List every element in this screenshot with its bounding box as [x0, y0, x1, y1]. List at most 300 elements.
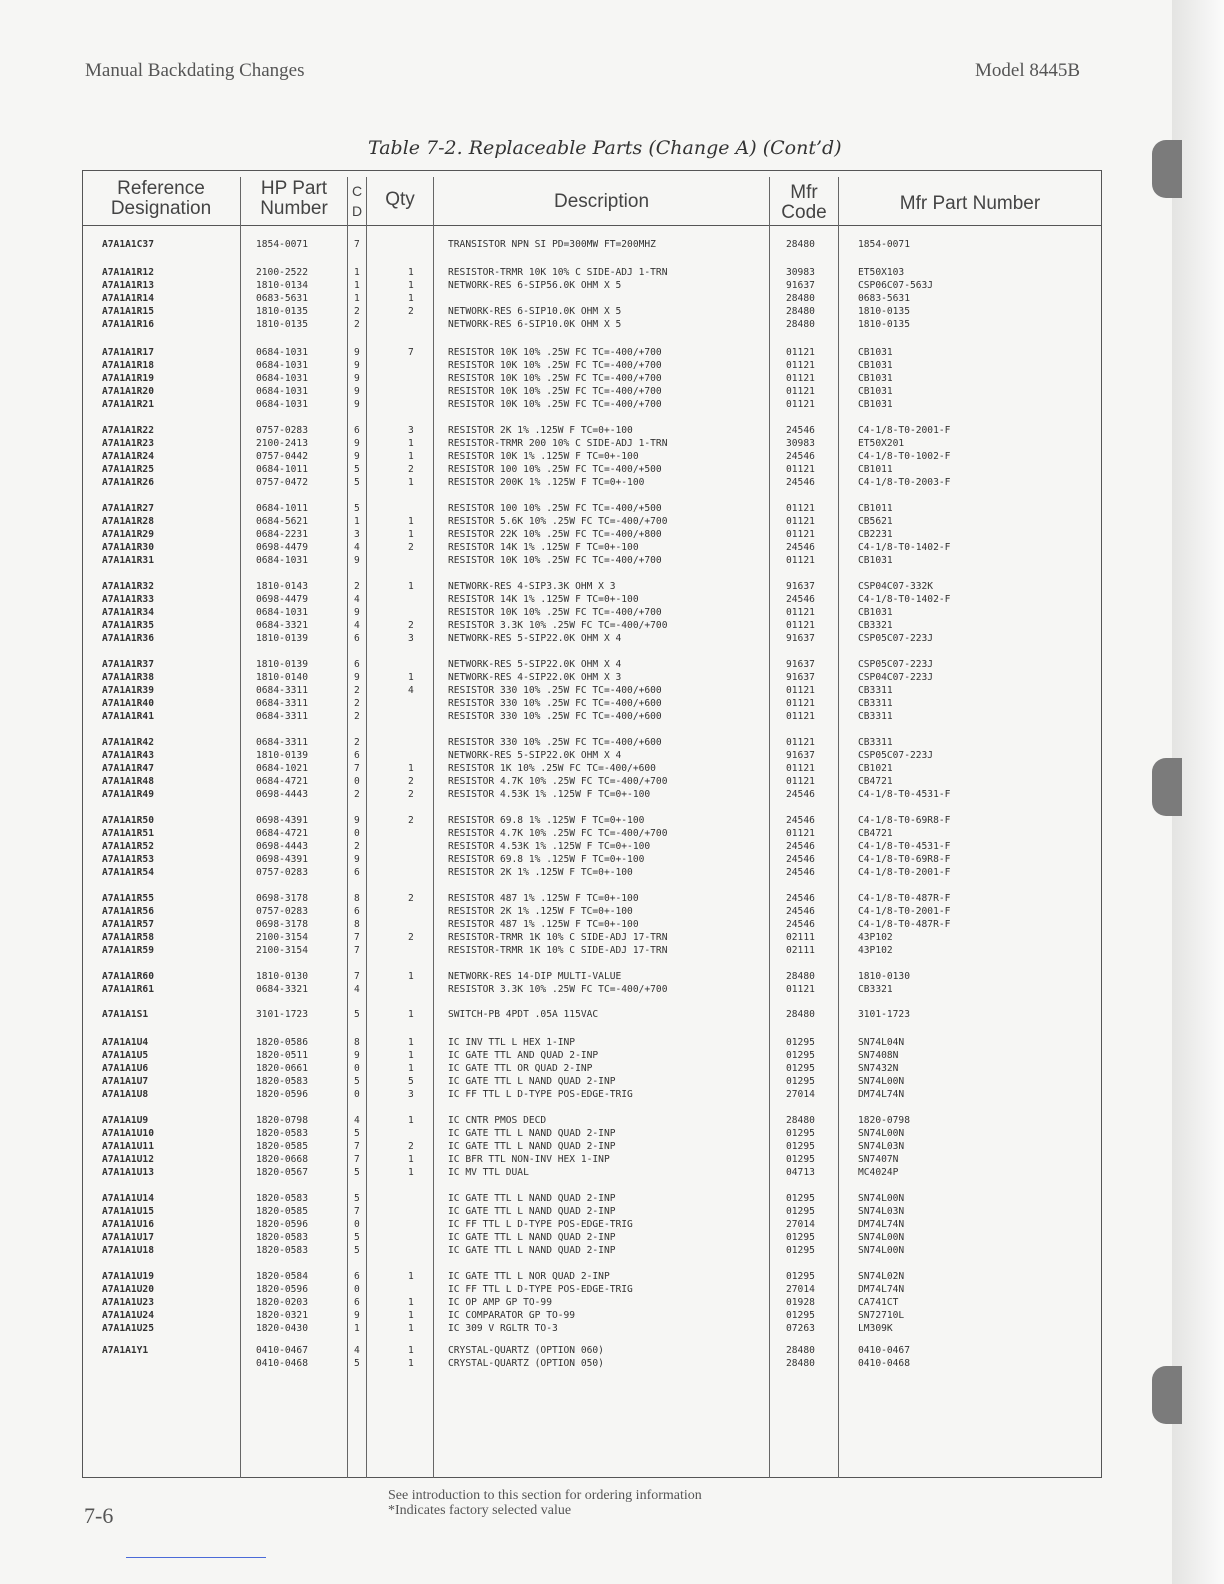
hp-part-number: 0684-1031 [256, 360, 308, 371]
ref-designation: A7A1A1U7 [102, 1076, 149, 1087]
mfr-code: 27014 [786, 1219, 815, 1230]
description: RESISTOR 3.3K 10% .25W FC TC=-400/+700 [448, 620, 668, 631]
cd-digit: 5 [354, 1358, 360, 1369]
mfr-part-number: CB1031 [858, 607, 893, 618]
table-row [0, 1309, 1100, 1322]
table-row [0, 305, 1100, 318]
mfr-code: 24546 [786, 815, 815, 826]
hp-part-number: 0410-0468 [256, 1358, 308, 1369]
description: RESISTOR 4.7K 10% .25W FC TC=-400/+700 [448, 776, 668, 787]
description: RESISTOR 4.53K 1% .125W F TC=0+-100 [448, 841, 651, 852]
table-row [0, 1296, 1100, 1309]
col-header-reference [86, 179, 236, 219]
hp-part-number: 0757-0442 [256, 451, 308, 462]
hp-part-number: 1820-0583 [256, 1232, 308, 1243]
mfr-code: 02111 [786, 932, 815, 943]
table-row [0, 279, 1100, 292]
ref-designation: A7A1A1Y1 [102, 1345, 149, 1356]
mfr-code: 01121 [786, 607, 815, 618]
ref-designation: A7A1A1U9 [102, 1115, 149, 1126]
description: IC FF TTL L D-TYPE POS-EDGE-TRIG [448, 1284, 633, 1295]
hp-part-number: 1820-0585 [256, 1206, 308, 1217]
cd-digit: 9 [354, 1310, 360, 1321]
table-row [0, 918, 1100, 931]
mfr-part-number: C4-1/8-T0-69R8-F [858, 815, 951, 826]
mfr-code: 01121 [786, 516, 815, 527]
hp-part-number: 1810-0139 [256, 750, 308, 761]
mfr-part-number: CSP05C07-223J [858, 633, 934, 644]
description: CRYSTAL-QUARTZ (OPTION 060) [448, 1345, 604, 1356]
mfr-part-number: C4-1/8-T0-4531-F [858, 789, 951, 800]
qty: 4 [408, 685, 414, 696]
mfr-part-number: SN7432N [858, 1063, 899, 1074]
cd-digit: 2 [354, 711, 360, 722]
mfr-part-number: CA741CT [858, 1297, 899, 1308]
mfr-part-number: CB1011 [858, 503, 893, 514]
cd-digit: 9 [354, 386, 360, 397]
mfr-code: 01295 [786, 1050, 815, 1061]
qty: 1 [408, 1167, 414, 1178]
mfr-code: 91637 [786, 659, 815, 670]
hp-part-number: 0698-4443 [256, 789, 308, 800]
mfr-part-number: CB3321 [858, 620, 893, 631]
mfr-part-number: SN7408N [858, 1050, 899, 1061]
hp-part-number: 0684-1011 [256, 503, 308, 514]
hp-part-number: 1820-0661 [256, 1063, 308, 1074]
cd-digit: 9 [354, 555, 360, 566]
description: IC CNTR PMOS DECD [448, 1115, 547, 1126]
mfr-part-number: 0410-0467 [858, 1345, 910, 1356]
hp-part-number: 1810-0140 [256, 672, 308, 683]
hp-part-number: 2100-2413 [256, 438, 308, 449]
mfr-part-number: SN74L00N [858, 1193, 905, 1204]
table-row [0, 476, 1100, 489]
table-row [0, 359, 1100, 372]
cd-digit: 7 [354, 932, 360, 943]
description: RESISTOR 14K 1% .125W F TC=0+-100 [448, 542, 639, 553]
table-row [0, 437, 1100, 450]
mfr-code: 91637 [786, 581, 815, 592]
mfr-code: 01121 [786, 620, 815, 631]
description: RESISTOR 10K 10% .25W FC TC=-400/+700 [448, 386, 662, 397]
ref-designation: A7A1A1U10 [102, 1128, 154, 1139]
hp-part-number: 0684-3321 [256, 620, 308, 631]
description: IC GATE TTL L NAND QUAD 2-INP [448, 1245, 616, 1256]
qty: 7 [408, 347, 414, 358]
mfr-code: 28480 [786, 306, 815, 317]
mfr-part-number: C4-1/8-T0-487R-F [858, 893, 951, 904]
col-header-cd-line1: C [351, 183, 363, 199]
ref-designation: A7A1A1R13 [102, 280, 154, 291]
cd-digit: 9 [354, 373, 360, 384]
description: IC GATE TTL AND QUAD 2-INP [448, 1050, 599, 1061]
hp-part-number: 3101-1723 [256, 1009, 308, 1020]
cd-digit: 4 [354, 984, 360, 995]
ref-designation: A7A1A1R57 [102, 919, 154, 930]
qty: 1 [408, 293, 414, 304]
mfr-part-number: 1854-0071 [858, 239, 910, 250]
qty: 1 [408, 1063, 414, 1074]
mfr-part-number: SN74L00N [858, 1076, 905, 1087]
table-row [0, 632, 1100, 645]
ref-designation: A7A1A1R39 [102, 685, 154, 696]
cd-digit: 5 [354, 1167, 360, 1178]
qty: 3 [408, 633, 414, 644]
col-header-hp-part-line1: HP Part [260, 178, 328, 199]
table-row [0, 788, 1100, 801]
qty: 1 [408, 1310, 414, 1321]
hp-part-number: 0698-4479 [256, 542, 308, 553]
mfr-part-number: SN74L00N [858, 1232, 905, 1243]
cd-digit: 4 [354, 1115, 360, 1126]
qty: 1 [408, 1358, 414, 1369]
description: RESISTOR 200K 1% .125W F TC=0+-100 [448, 477, 645, 488]
mfr-code: 28480 [786, 1358, 815, 1369]
ref-designation: A7A1A1R22 [102, 425, 154, 436]
mfr-part-number: C4-1/8-T0-4531-F [858, 841, 951, 852]
mfr-code: 07263 [786, 1323, 815, 1334]
ref-designation: A7A1A1R59 [102, 945, 154, 956]
mfr-part-number: CSP05C07-223J [858, 750, 934, 761]
mfr-part-number: C4-1/8-T0-2001-F [858, 867, 951, 878]
cd-digit: 2 [354, 737, 360, 748]
qty: 1 [408, 1050, 414, 1061]
table-title: Table 7-2. Replaceable Parts (Change A) (Cont’d) [368, 137, 842, 159]
cd-digit: 8 [354, 919, 360, 930]
cd-digit: 9 [354, 451, 360, 462]
ref-designation: A7A1A1R53 [102, 854, 154, 865]
qty: 2 [408, 815, 414, 826]
cd-digit: 9 [354, 815, 360, 826]
qty: 1 [408, 581, 414, 592]
description: NETWORK-RES 6-SIP56.0K OHM X 5 [448, 280, 622, 291]
table-row [0, 1283, 1100, 1296]
cd-digit: 5 [354, 477, 360, 488]
mfr-code: 01295 [786, 1310, 815, 1321]
qty: 1 [408, 1154, 414, 1165]
qty: 1 [408, 1037, 414, 1048]
mfr-part-number: CSP04C07-332K [858, 581, 934, 592]
table-row [0, 970, 1100, 983]
ref-designation: A7A1A1R26 [102, 477, 154, 488]
hp-part-number: 0698-4443 [256, 841, 308, 852]
cd-digit: 5 [354, 464, 360, 475]
mfr-code: 01295 [786, 1128, 815, 1139]
qty: 3 [408, 1089, 414, 1100]
mfr-part-number: CB1031 [858, 386, 893, 397]
qty: 1 [408, 438, 414, 449]
ref-designation: A7A1A1R18 [102, 360, 154, 371]
table-row [0, 983, 1100, 996]
hp-part-number: 0684-2231 [256, 529, 308, 540]
mfr-code: 01295 [786, 1154, 815, 1165]
table-row [0, 346, 1100, 359]
mfr-code: 01295 [786, 1037, 815, 1048]
hp-part-number: 0410-0467 [256, 1345, 308, 1356]
description: RESISTOR 1K 10% .25W FC TC=-400/+600 [448, 763, 656, 774]
hp-part-number: 0683-5631 [256, 293, 308, 304]
table-row [0, 1231, 1100, 1244]
mfr-part-number: 43P102 [858, 945, 893, 956]
description: IC BFR TTL NON-INV HEX 1-INP [448, 1154, 610, 1165]
table-row [0, 749, 1100, 762]
table-row [0, 580, 1100, 593]
cd-digit: 3 [354, 529, 360, 540]
table-row [0, 853, 1100, 866]
description: IC GATE TTL L NAND QUAD 2-INP [448, 1128, 616, 1139]
ref-designation: A7A1A1R14 [102, 293, 154, 304]
qty: 2 [408, 464, 414, 475]
mfr-code: 01295 [786, 1245, 815, 1256]
mfr-part-number: CSP06C07-563J [858, 280, 934, 291]
qty: 1 [408, 529, 414, 540]
cd-digit: 6 [354, 633, 360, 644]
hp-part-number: 0757-0283 [256, 867, 308, 878]
mfr-code: 24546 [786, 542, 815, 553]
cd-digit: 9 [354, 360, 360, 371]
description: TRANSISTOR NPN SI PD=300MW FT=200MHZ [448, 239, 656, 250]
mfr-code: 01121 [786, 828, 815, 839]
hp-part-number: 0684-3311 [256, 711, 308, 722]
ref-designation: A7A1A1U14 [102, 1193, 154, 1204]
hp-part-number: 0757-0283 [256, 425, 308, 436]
cd-digit: 0 [354, 1089, 360, 1100]
hp-part-number: 2100-3154 [256, 945, 308, 956]
mfr-code: 28480 [786, 293, 815, 304]
mfr-code: 01121 [786, 399, 815, 410]
hp-part-number: 1820-0668 [256, 1154, 308, 1165]
mfr-part-number: CB3311 [858, 737, 893, 748]
hp-part-number: 1810-0135 [256, 306, 308, 317]
table-row [0, 684, 1100, 697]
mfr-code: 24546 [786, 477, 815, 488]
mfr-code: 01121 [786, 347, 815, 358]
cd-digit: 0 [354, 1063, 360, 1074]
table-row [0, 1244, 1100, 1257]
mfr-code: 01295 [786, 1232, 815, 1243]
mfr-code: 01121 [786, 555, 815, 566]
cd-digit: 1 [354, 516, 360, 527]
table-row [0, 318, 1100, 331]
table-row [0, 697, 1100, 710]
cd-digit: 7 [354, 239, 360, 250]
description: RESISTOR 487 1% .125W F TC=0+-100 [448, 919, 639, 930]
description: SWITCH-PB 4PDT .05A 115VAC [448, 1009, 599, 1020]
description: RESISTOR 2K 1% .125W F TC=0+-100 [448, 867, 633, 878]
mfr-code: 24546 [786, 841, 815, 852]
ref-designation: A7A1A1U17 [102, 1232, 154, 1243]
mfr-part-number: CB3311 [858, 685, 893, 696]
cd-digit: 7 [354, 1206, 360, 1217]
ref-designation: A7A1A1R35 [102, 620, 154, 631]
description: RESISTOR 487 1% .125W F TC=0+-100 [448, 893, 639, 904]
description: RESISTOR 10K 10% .25W FC TC=-400/+700 [448, 399, 662, 410]
mfr-part-number: ET50X201 [858, 438, 905, 449]
col-header-hp-part-line2: Number [260, 198, 328, 219]
description: RESISTOR 10K 1% .125W F TC=0+-100 [448, 451, 639, 462]
cd-digit: 5 [354, 1232, 360, 1243]
footnote-factory-selected: *Indicates factory selected value [388, 1503, 572, 1518]
mfr-code: 01121 [786, 386, 815, 397]
cd-digit: 9 [354, 672, 360, 683]
ref-designation: A7A1A1R32 [102, 581, 154, 592]
mfr-code: 30983 [786, 438, 815, 449]
description: RESISTOR 22K 10% .25W FC TC=-400/+800 [448, 529, 662, 540]
mfr-part-number: MC4024P [858, 1167, 899, 1178]
mfr-part-number: CB2231 [858, 529, 893, 540]
mfr-part-number: CB1031 [858, 347, 893, 358]
table-row [0, 762, 1100, 775]
table-row [0, 1114, 1100, 1127]
binder-tab [1152, 758, 1182, 816]
qty: 1 [408, 1115, 414, 1126]
footnote-ordering: See introduction to this section for ordering information [388, 1488, 702, 1503]
mfr-part-number: SN74L02N [858, 1271, 905, 1282]
cd-digit: 6 [354, 659, 360, 670]
ref-designation: A7A1A1R12 [102, 267, 154, 278]
hp-part-number: 1820-0798 [256, 1115, 308, 1126]
table-row [0, 671, 1100, 684]
hp-part-number: 1820-0583 [256, 1128, 308, 1139]
qty: 1 [408, 1271, 414, 1282]
mfr-code: 24546 [786, 594, 815, 605]
hp-part-number: 1810-0135 [256, 319, 308, 330]
mfr-code: 01121 [786, 711, 815, 722]
ref-designation: A7A1A1R38 [102, 672, 154, 683]
table-row [0, 1270, 1100, 1283]
hp-part-number: 1820-0321 [256, 1310, 308, 1321]
col-header-hp-part [242, 179, 346, 219]
table-row [0, 1322, 1100, 1335]
hp-part-number: 1820-0585 [256, 1141, 308, 1152]
hp-part-number: 0684-3311 [256, 737, 308, 748]
description: RESISTOR-TRMR 1K 10% C SIDE-ADJ 17-TRN [448, 932, 668, 943]
table-row [0, 266, 1100, 279]
table-row [0, 554, 1100, 567]
ref-designation: A7A1A1R16 [102, 319, 154, 330]
ref-designation: A7A1A1R28 [102, 516, 154, 527]
hp-part-number: 1820-0596 [256, 1284, 308, 1295]
table-row [0, 775, 1100, 788]
mfr-code: 24546 [786, 906, 815, 917]
table-row [0, 866, 1100, 879]
ref-designation: A7A1A1R50 [102, 815, 154, 826]
mfr-part-number: DM74L74N [858, 1089, 905, 1100]
cd-digit: 9 [354, 347, 360, 358]
mfr-part-number: CB1011 [858, 464, 893, 475]
description: RESISTOR-TRMR 10K 10% C SIDE-ADJ 1-TRN [448, 267, 668, 278]
table-row [0, 1344, 1100, 1357]
table-row [0, 1192, 1100, 1205]
table-row [0, 905, 1100, 918]
col-header-mfr-part-number: Mfr Part Number [899, 193, 1041, 214]
col-header-cd-line2: D [351, 203, 363, 219]
col-header-description: Description [553, 191, 650, 212]
mfr-part-number: 1820-0798 [858, 1115, 910, 1126]
ref-designation: A7A1A1R25 [102, 464, 154, 475]
binder-tab [1152, 1366, 1182, 1424]
mfr-code: 24546 [786, 919, 815, 930]
description: NETWORK-RES 4-SIP3.3K OHM X 3 [448, 581, 616, 592]
ref-designation: A7A1A1R41 [102, 711, 154, 722]
ref-designation: A7A1A1U24 [102, 1310, 154, 1321]
qty: 2 [408, 893, 414, 904]
hp-part-number: 0698-4391 [256, 815, 308, 826]
col-header-reference-line1: Reference [117, 178, 205, 199]
mfr-code: 24546 [786, 893, 815, 904]
hp-part-number: 0698-3178 [256, 919, 308, 930]
hp-part-number: 1854-0071 [256, 239, 308, 250]
description: RESISTOR 330 10% .25W FC TC=-400/+600 [448, 685, 662, 696]
qty: 2 [408, 776, 414, 787]
description: IC GATE TTL L NAND QUAD 2-INP [448, 1076, 616, 1087]
mfr-part-number: 43P102 [858, 932, 893, 943]
cd-digit: 6 [354, 867, 360, 878]
qty: 2 [408, 1141, 414, 1152]
table-row [0, 658, 1100, 671]
qty: 1 [408, 451, 414, 462]
ref-designation: A7A1A1U13 [102, 1167, 154, 1178]
table-row [0, 1357, 1100, 1370]
qty: 1 [408, 763, 414, 774]
mfr-part-number: SN74L00N [858, 1128, 905, 1139]
hp-part-number: 1820-0430 [256, 1323, 308, 1334]
cd-digit: 4 [354, 594, 360, 605]
description: IC GATE TTL L NAND QUAD 2-INP [448, 1206, 616, 1217]
mfr-part-number: CB1031 [858, 555, 893, 566]
cd-digit: 0 [354, 776, 360, 787]
mfr-code: 01295 [786, 1063, 815, 1074]
mfr-code: 01295 [786, 1076, 815, 1087]
mfr-part-number: C4-1/8-T0-2003-F [858, 477, 951, 488]
running-header-right: Model 8445B [975, 60, 1081, 81]
cd-digit: 2 [354, 698, 360, 709]
cd-digit: 7 [354, 1141, 360, 1152]
cd-digit: 0 [354, 1284, 360, 1295]
description: RESISTOR 10K 10% .25W FC TC=-400/+700 [448, 373, 662, 384]
ref-designation: A7A1A1R33 [102, 594, 154, 605]
cd-digit: 6 [354, 1271, 360, 1282]
description: RESISTOR 4.53K 1% .125W F TC=0+-100 [448, 789, 651, 800]
qty: 1 [408, 1009, 414, 1020]
cd-digit: 5 [354, 1076, 360, 1087]
mfr-part-number: C4-1/8-T0-2001-F [858, 906, 951, 917]
cd-digit: 2 [354, 789, 360, 800]
description: RESISTOR 100 10% .25W FC TC=-400/+500 [448, 464, 662, 475]
mfr-code: 28480 [786, 971, 815, 982]
qty: 2 [408, 620, 414, 631]
mfr-part-number: ET50X103 [858, 267, 905, 278]
col-header-reference-line2: Designation [110, 198, 212, 219]
mfr-part-number: DM74L74N [858, 1219, 905, 1230]
description: IC GATE TTL L NAND QUAD 2-INP [448, 1193, 616, 1204]
cd-digit: 1 [354, 267, 360, 278]
mfr-code: 28480 [786, 1009, 815, 1020]
mfr-code: 91637 [786, 750, 815, 761]
ref-designation: A7A1A1R60 [102, 971, 154, 982]
hp-part-number: 0757-0283 [256, 906, 308, 917]
qty: 1 [408, 1345, 414, 1356]
ref-designation: A7A1A1U12 [102, 1154, 154, 1165]
ref-designation: A7A1A1R31 [102, 555, 154, 566]
hp-part-number: 1820-0586 [256, 1037, 308, 1048]
description: IC GATE TTL L NAND QUAD 2-INP [448, 1232, 616, 1243]
mfr-code: 01121 [786, 776, 815, 787]
description: IC COMPARATOR GP TO-99 [448, 1310, 576, 1321]
cd-digit: 8 [354, 1037, 360, 1048]
mfr-part-number: CB3311 [858, 698, 893, 709]
mfr-part-number: CSP04C07-223J [858, 672, 934, 683]
